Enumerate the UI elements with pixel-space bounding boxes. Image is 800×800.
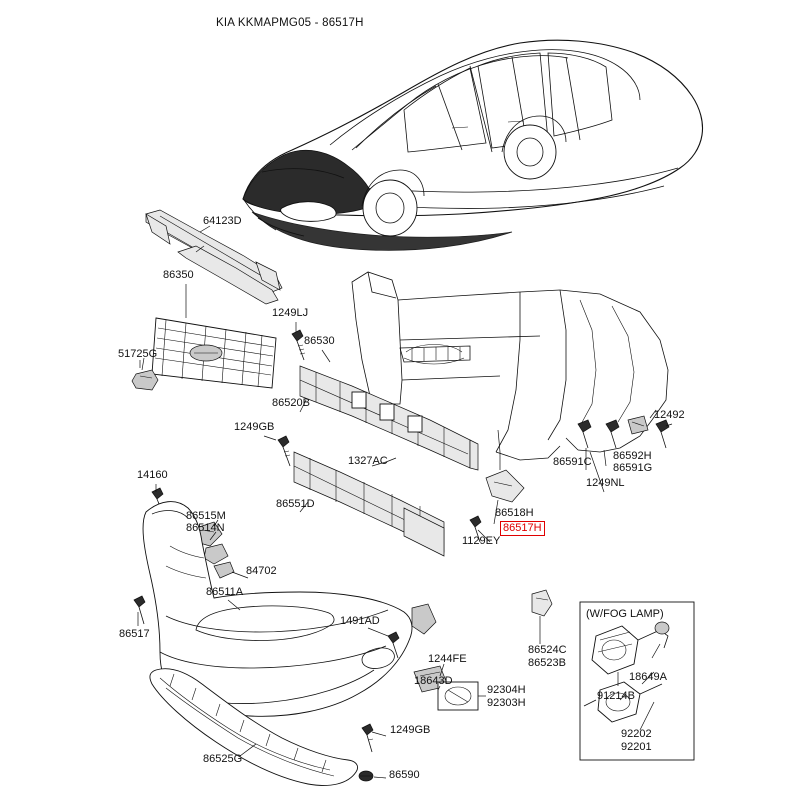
part-label-86524C: 86524C (528, 644, 567, 656)
part-86350-grille (152, 318, 276, 388)
car-illustration (243, 40, 703, 250)
part-label-86592H: 86592H (613, 450, 652, 462)
part-label-1327AC: 1327AC (348, 455, 388, 467)
part-label-14160: 14160 (137, 469, 168, 481)
part-label-86517H-highlighted: 86517H (500, 521, 545, 536)
part-label-86514N: 86514N (186, 522, 225, 534)
part-1249GB-upper (278, 436, 290, 466)
part-label-86591G: 86591G (613, 462, 653, 474)
part-label-91214B: 91214B (597, 690, 635, 702)
part-label-18649A: 18649A (629, 671, 667, 683)
fog-lamp-box-label: (W/FOG LAMP) (586, 608, 664, 620)
part-label-92304H: 92304H (487, 684, 526, 696)
part-label-1249GB-lower: 1249GB (390, 724, 431, 736)
part-label-64123D: 64123D (203, 215, 242, 227)
part-label-86530: 86530 (304, 335, 335, 347)
part-86590 (359, 771, 373, 781)
part-86524C-86523B (532, 590, 552, 644)
part-label-92303H: 92303H (487, 697, 526, 709)
part-label-86525G: 86525G (203, 753, 243, 765)
part-label-86518H: 86518H (495, 507, 534, 519)
part-label-92201: 92201 (621, 741, 652, 753)
part-86530-86520B (300, 366, 478, 470)
part-84702 (214, 562, 234, 578)
part-label-86517: 86517 (119, 628, 150, 640)
part-label-86591C: 86591C (553, 456, 592, 468)
part-1249GB-lower (362, 724, 373, 752)
part-label-86515M: 86515M (186, 510, 226, 522)
part-label-18643D: 18643D (414, 675, 453, 687)
part-label-86350: 86350 (163, 269, 194, 281)
part-label-1249NL: 1249NL (586, 477, 625, 489)
part-label-86523B: 86523B (528, 657, 566, 669)
part-label-86520B: 86520B (272, 397, 310, 409)
part-label-86511A: 86511A (206, 586, 244, 598)
part-label-12492: 12492 (654, 409, 685, 421)
diagram-title: KIA KKMAPMG05 - 86517H (216, 17, 364, 29)
part-label-1244FE: 1244FE (428, 653, 467, 665)
part-label-1249GB-upper: 1249GB (234, 421, 275, 433)
part-86518H-86517H (486, 430, 524, 502)
part-label-1249LJ: 1249LJ (272, 307, 309, 319)
part-86517-left (134, 596, 145, 624)
part-label-1129EY: 1129EY (462, 535, 501, 547)
part-label-92202: 92202 (621, 728, 652, 740)
part-label-1491AD: 1491AD (340, 615, 380, 627)
part-label-86551D: 86551D (276, 498, 315, 510)
part-86551D (294, 452, 444, 556)
part-label-86590: 86590 (389, 769, 420, 781)
part-label-51725G: 51725G (118, 348, 158, 360)
part-label-84702: 84702 (246, 565, 277, 577)
